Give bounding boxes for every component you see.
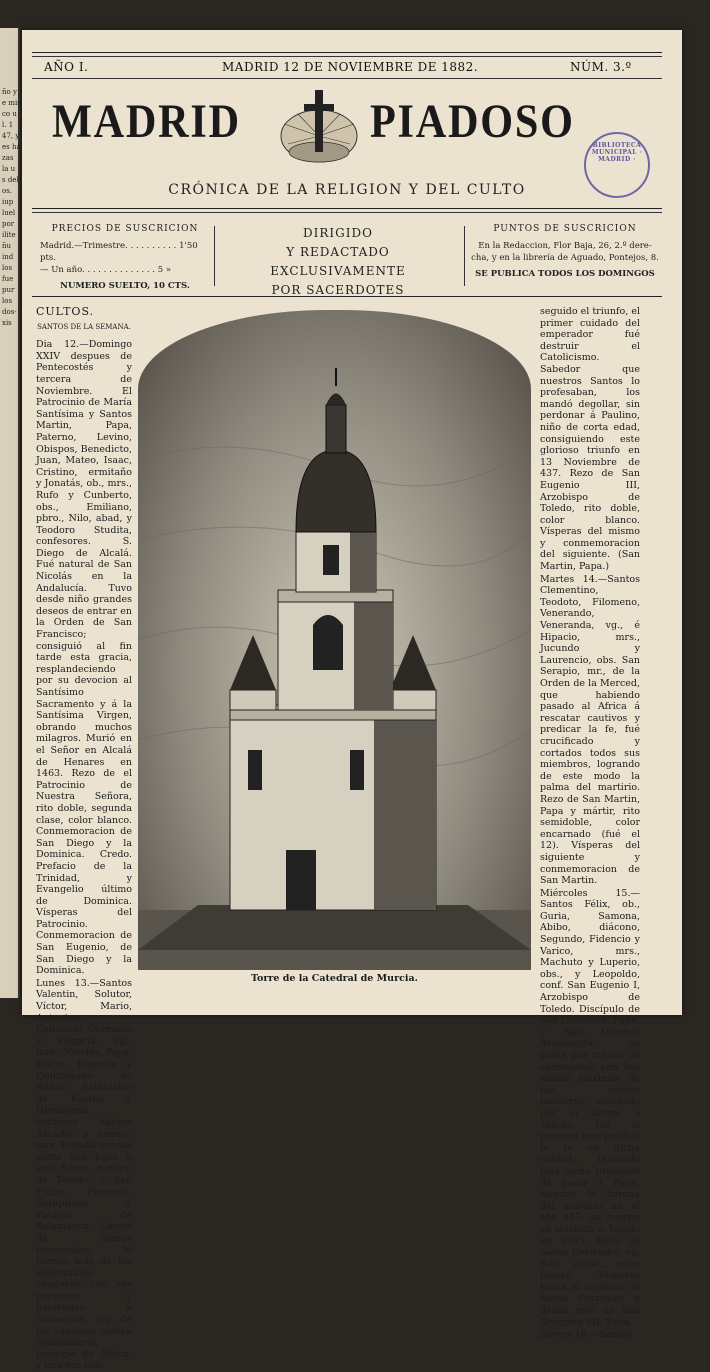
edge-fragment: luel (2, 209, 16, 217)
direction-box: DIRIGIDO Y REDACTADO EXCLUSIVAMENTE POR SACERDOTES (270, 226, 406, 297)
edge-fragment: l. 1 (2, 121, 14, 129)
edge-fragment: e mis (2, 99, 21, 107)
right-paragraph: Jueves 16.—Santos (540, 1329, 632, 1341)
masthead-left: MADRID (52, 95, 241, 148)
right-column (540, 306, 640, 1341)
edge-fragment: iup (2, 198, 14, 206)
page-frame (32, 44, 662, 1372)
edge-fragment: s del (2, 176, 19, 184)
masthead-subtitle: CRÓNICA DE LA RELIGION Y DEL CULTO (168, 182, 526, 198)
edge-fragment: ñu (2, 242, 12, 250)
subscription-prices: PRECIOS DE SUSCRICION Madrid.—Trimestre. . . . . . . . . . 1'50 pts. — Un año. . . . . . . . . . . . . . 5 » NUMERO SUELTO, 10 CTS. (40, 224, 199, 291)
issue-date: MADRID 12 DE NOVIEMBRE DE 1882. (222, 60, 479, 74)
left-paragraph: Dia 12.—Domingo XXIV despues de Pentecostés y tercera de Noviembre. El Patrocinio de María Santísima y Santos Martin, Papa, Paterno, Levino, Obispos, Benedicto, Juan, Mateo, Isaac, Cristino, ermitaño y Jonatás, ob., mrs., Rufo y Cunberto, obs., Emiliano, pbro., Nilo, abad, y Teodoro Studita, confesores. S. Diego de Alcalá. Fué natural de San Nicolás en la Andalucía. Tuvo desde niño grandes deseos de entrar en la Orden de San Francisco; consiguió al fin tarde esta gracia, resplandeciendo por su devocion al Santísimo Sacramento y á la Santísima Virgen, obrando muchos milagros. Murió en el Señor en Alcalá de Henares en 1463. Rezo de el Patrocinio de Nuestra Señora, rito doble, segunda clase, color blanco. Conmemoracion de San Diego y la Dominica. Credo. Prefacio de la Trinidad, y Evangelio último de Dominica. Vísperas del Patrocinio. Conmemoracion de San Eugenio, de San Diego y la Dominica. (36, 339, 132, 977)
issue-number: NÚM. 3.º (570, 60, 632, 74)
edge-fragment: ilite (2, 231, 16, 239)
right-paragraph: Martes 14.—Santos Clementino, Teodoto, Filomeno, Venerando, Veneranda, vg., é Hipacio, mrs., Jucundo y Laurencio, obs. San Serapio, mr., de la Orden de la Merced, que habiendo pasado al Africa á rescatar cautivos y predicar la fe, fué crucificado y cortados todos sus miembros, logrando de este modo la palma del martirio. Rezo de San Martin, Papa y mártir, rito semidoble, color encarnado (fué el 12). Vísperas del siguiente y conmemoracion de San Martin. (540, 573, 640, 887)
subscription-points: PUNTOS DE SUSCRICION En la Redaccion, Flor Baja, 26, 2.º dere- cha, y en la librería de Aguado, Pontejos, 8. SE PUBLICA TODOS LOS DOMINGOS (471, 224, 659, 279)
top-rule-thin (32, 56, 662, 57)
edge-fragment: ño y (2, 88, 17, 96)
edge-fragment: dos- (2, 308, 17, 316)
illustration-caption: Torre de la Catedral de Murcia. (251, 973, 418, 984)
info-rule (32, 296, 662, 297)
cathedral-illustration (138, 310, 531, 970)
left-column: CULTOS. SANTOS DE LA SEMANA. Dia 12.—Domingo XXIV despues de Pentecostés y tercera de Noviembre. El Patrocinio de María Santísima y Santos Martin, Papa, Paterno, Levino, Obispos, Benedicto, Juan, Mateo, Isaac, Cristino, ermitaño y Jonatás, ob., mrs., Rufo y Cunberto, obs., Emiliano, pbro., Nilo, abad, y Teodoro Studita, confesores. S. Diego de Alcalá. Fué natural de San Nicolás en la Andalucía. Tuvo desde niño grandes deseos de entrar en la Orden de San Francisco; consiguió al fin tarde esta gracia, resplandeciendo por su devocion al Santísimo Sacramento y á la Santísima Virgen, obrando muchos milagros. Murió en el Señor en Alcalá de Henares en 1463. Rezo de el Patrocinio de Nuestra Señora, rito doble, segunda clase, color blanco. Conmemoracion de San Diego y la Dominica. Credo. Prefacio de la Trinidad, y Evangelio último de Dominica. Vísperas del Patrocinio. Conmemoracion de San Eugenio, de San Diego y la Dominica. Lunes 13.—Santos Valentin, Solutor, Víctor, Mario, Antonino, Celidonio, Germano y Engaria, vg., mrs., Nicolás, Papa, Bricio, Eugenio y Quintiniano de Rodez, Estanislao de Kostka y Homobono, confesor. Santos Arcadio y comps. mrs. España cuenta entre sus hijos á este Santo, natural de Toledo, y San Probo, Procesio, Eutiquiano y Paulino de Salamanca. Llenos de bienes temporales, lo fueron más de los espirituales; ayudaron con sus personas y haciendas á Genserico, rey de los vándalos contra Valentiniano, príncipe de Africa, y una vez con- (36, 305, 132, 1372)
edge-fragment: 47, y (2, 132, 20, 140)
edge-fragment: los (2, 264, 13, 272)
masthead-rule-thin (32, 212, 662, 213)
right-paragraph: seguido el triunfo, el primer cuidado del emperador fué destruir el Catolicismo. Sabedor que nuestros Santos lo profesaban, los mandó degollar, sin perdonar á Paulino, niño de corta edad, consiguiendo este glorioso triunfo en 13 Noviembre de 437. Rezo de San Eugenio III, Arzobispo de Toledo, rito doble, color blanco. Vísperas del mismo y conmemoracion del siguiente. (San Martin, Papa.) (540, 306, 640, 573)
left-paragraph: Lunes 13.—Santos Valentin, Solutor, Víctor, Mario, Antonino, Celidonio, Germano y Engaria, vg., mrs., Nicolás, Papa, Bricio, Eugenio y Quintiniano de Rodez, Estanislao de Kostka y Homobono, confesor. Santos Arcadio y comps. mrs. España cuenta entre sus hijos á este Santo, natural de Toledo, y San Probo, Procesio, Eutiquiano y Paulino de Salamanca. Llenos de bienes temporales, lo fueron más de los espirituales; ayudaron con sus personas y haciendas á Genserico, rey de los vándalos contra Valentiniano, príncipe de Africa, y una vez con- (36, 977, 132, 1372)
box-divider (464, 226, 465, 286)
edge-fragment: es ha (2, 143, 21, 151)
box-divider (214, 226, 215, 286)
masthead-right: PIADOSO (370, 95, 575, 148)
issue-year: AÑO I. (44, 60, 89, 74)
cathedral-tower-image (138, 310, 531, 970)
date-rule (32, 78, 662, 79)
edge-fragment: pur (2, 286, 15, 294)
edge-fragment: xis (2, 319, 12, 327)
edge-fragment: os. (2, 187, 13, 195)
edge-fragment: por (2, 220, 15, 228)
top-rule (32, 52, 662, 53)
edge-fragment: ind (2, 253, 14, 261)
edge-fragment: zas (2, 154, 14, 162)
masthead-rule (32, 208, 662, 209)
edge-fragment: la u (2, 165, 16, 173)
library-stamp: BIBLIOTECA MUNICIPAL · MADRID · (584, 132, 650, 198)
cross-icon (278, 84, 360, 166)
edge-fragment: co u (2, 110, 17, 118)
edge-fragment: fue (2, 275, 14, 283)
right-paragraph: Miércoles 15.—Santos Félix, ob., Guria, Samona, Abibo, diácono, Segundo, Fidencio y Varico, mrs., Machuto y Luperio, obs., y Leopoldo, conf. San Eugenio I, Arzobispo de Toledo. Discípulo de San Clemente, Papa, y San Dionisio Areopagita, no podía por ménos de aprovechar con tan sabias máximas de tan santos maestros: mandado por el último á Toledo, fué el primero que predicó la fe en dicha ciudad. Teniendo más tarde precision de pasar á Paris, alcanzó la corona del martirio en el año 417; su cuerpo se trasladó á Toledo en 1565. Rezo de Santa Gertrudis, vg. Rito doble, color blanco. Vísperas hasta el capítulo de Santa Gertrudis y desde éste de San Gregorio VII, Papa. (540, 887, 640, 1328)
adjacent-page-edge (0, 28, 20, 998)
edge-fragment: los (2, 297, 13, 305)
newspaper-page (22, 30, 682, 1372)
